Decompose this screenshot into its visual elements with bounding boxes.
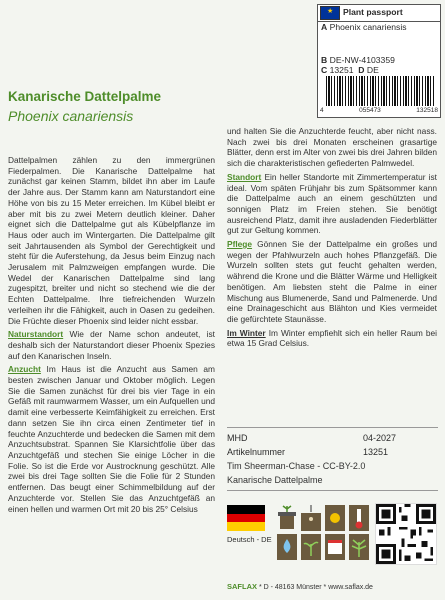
passport-line-a [318, 22, 440, 34]
passport-title: Plant passport [343, 7, 403, 18]
section-naturstandort [8, 329, 215, 361]
passport-codes [318, 36, 440, 75]
passport-b-label: B [321, 55, 328, 65]
mhd-row [227, 433, 435, 443]
standort-heading: Standort [227, 171, 262, 182]
temperature-icon [349, 505, 369, 531]
passport-b-value: DE-NW-4103359 [329, 55, 395, 65]
divider-top [227, 427, 438, 428]
article-row [227, 447, 435, 457]
barcode-digit-3: 132518 [416, 107, 438, 114]
passport-line-b [321, 55, 437, 65]
barcode-numbers [320, 107, 438, 114]
standort-body: Ein heller Standorte mit Zimmertemperatur ist ideal. Vom späten Frühjahr bis zum Spätsommer kann die Dattelpalme auch an einem geschützten und sonnigen Platz im Freien stehen. Sie benötigt ausreichend Platz, damit ihre ausladenden Fiederblätter gut zur Geltung kommen. [227, 171, 437, 236]
pflege-body: Gönnen Sie der Dattelpalme ein großes und wegen der Pfahlwurzeln auch hohes Pflanzgefäß. Die Wurzeln sollten stets gut feucht gehalten werden, während die Krone und die Blätter Wärme und Helligkeit benötigen. Am liebsten steht die Palme in einer Mischung aus Blumenerde, Sand und Palmenerde. Und eine Drainageschicht aus Blähton und Kies vermeidet die gefürchtete Staunässe. [227, 239, 437, 324]
section-pflege [227, 239, 437, 325]
section-winter [227, 328, 437, 349]
passport-c-value: 13251 [329, 65, 354, 75]
article-label: Artikelnummer [227, 447, 286, 457]
mhd-label: MHD [227, 433, 248, 443]
section-standort [227, 172, 437, 236]
intro-text: Dattelpalmen zählen zu den immergrünen Fiederpalmen. Die Kanarische Dattelpalme hat zunächst gar keinen Stamm, bildet ihn aber im Laufe der Jahre aus. Der Stamm kann am Naturstandort eine Höhe von bis zu 15 Meter erreichen. Im Kübel bleibt er aber mit bis zu zwei Metern deutlich kleiner. Daher eignet sich die Dattelpalme gut als Kübelpflanze im Haus oder auch im Wintergarten. Die Dattelpalme gilt seit Jahrtausenden als Symbol der Gerechtigkeit und steht für die Auferstehung, da Jesus beim Einzug nach Jerusalem mit Palmzweigen empfangen wurde. Die Wedel der Kanarischen Dattelpalme sind lang zugespitzt, breiter und nicht so stechend wie die der Echten Dattelpalme. Ihre tiefreichenden Wurzeln verleihen ihr die Fähigkeit, auch in Oasen zu gedeihen. Die Früchte dieser Phoenix sind leider nicht essbar. [8, 155, 215, 326]
symbol-icons-row-2 [277, 534, 369, 562]
naturstandort-heading: Naturstandort [8, 329, 64, 340]
article-value: 13251 [363, 447, 389, 457]
germination-icon [301, 534, 321, 560]
passport-a-label: A [321, 22, 328, 32]
qr-code [375, 503, 437, 565]
passport-line-cd [321, 65, 437, 75]
title-german: Kanarische Dattelpalme [8, 89, 162, 104]
divider-bottom [227, 490, 438, 491]
german-flag-icon [227, 505, 265, 531]
anzucht-heading: Anzucht [8, 364, 41, 375]
passport-c-label: C [321, 65, 328, 75]
calendar-icon [325, 534, 345, 560]
water-icon [277, 534, 297, 560]
barcode-digit-1: 4 [320, 107, 324, 114]
passport-header [318, 5, 440, 22]
winter-body: Im Winter empfiehlt sich ein heller Raum bei etwa 15 Grad Celsius. [227, 327, 437, 349]
anzucht-continuation: und halten Sie die Anzuchterde feucht, aber nicht nass. Nach zwei bis drei Monaten erscheinen grasartige Blätter, denn erst im Alter von zwei bis drei Jahren bilden sich die charakteristischen gefiederten Palmwedel. [227, 126, 437, 169]
passport-d-value: DE [366, 65, 379, 75]
passport-a-value: Phoenix canariensis [329, 22, 407, 32]
left-column [8, 155, 215, 514]
pflege-heading: Pflege [227, 239, 253, 250]
winter-heading: Im Winter [227, 327, 266, 338]
barcode-digit-2: 055473 [359, 107, 381, 114]
section-anzucht [8, 364, 215, 514]
plant-icon [349, 534, 369, 560]
passport-body [317, 36, 441, 118]
naturstandort-body: Wie der Name schon andeutet, ist deshalb sich der Naturstandort dieser Phoenix Spezies auf den Kanarischen Inseln. [8, 329, 215, 361]
sun-icon [325, 505, 345, 531]
barcode-bars [326, 76, 434, 106]
footer [227, 582, 373, 591]
photo-credit: Tim Sheerman-Chase - CC-BY-2.0 [227, 461, 366, 471]
anzucht-body: Im Haus ist die Anzucht aus Samen am besten zwischen Januar und Oktober möglich. Legen Sie die Samen zunächst für drei bis vier Tage in ein Gefäß mit raumwarmem Wasser, um ein Aufquellen und damit eine verbesserte Keimfähigkeit zu erreichen. Erst dann setzen Sie ihn circa einen Zentimeter tief in feuchte Anzuchterde und bedecken die Samen mit dem Anzuchtsubstrat. Spannen Sie Klarsichtfolie über das Anzuchtgefäß und stechen Sie einige Löcher in die Folie. So ist die Erde vor Austrocknung geschützt. Alle zwei bis drei Tage sollten Sie die Folie für 2 Stunden entfernen. Das beugt einer Schimmelbildung auf der Anzuchterde vor. Stellen Sie das Anzuchtgefäß an einen hellen und warmen Ort mit 20 bis 25° Celsius [8, 364, 215, 514]
footer-address: * D - 48163 Münster * www.saflax.de [257, 584, 373, 591]
title-latin: Phoenix canariensis [8, 108, 134, 124]
passport-d-label: D [358, 65, 365, 75]
language-label: Deutsch - DE [227, 535, 272, 544]
right-column [227, 126, 437, 349]
seed-depth-icon [301, 505, 321, 531]
brand-logo: SAFLAX [227, 582, 257, 591]
pot-icon [277, 505, 297, 531]
mhd-value: 04-2027 [363, 433, 397, 443]
product-name: Kanarische Dattelpalme [227, 475, 323, 485]
eu-flag-icon [320, 6, 340, 20]
